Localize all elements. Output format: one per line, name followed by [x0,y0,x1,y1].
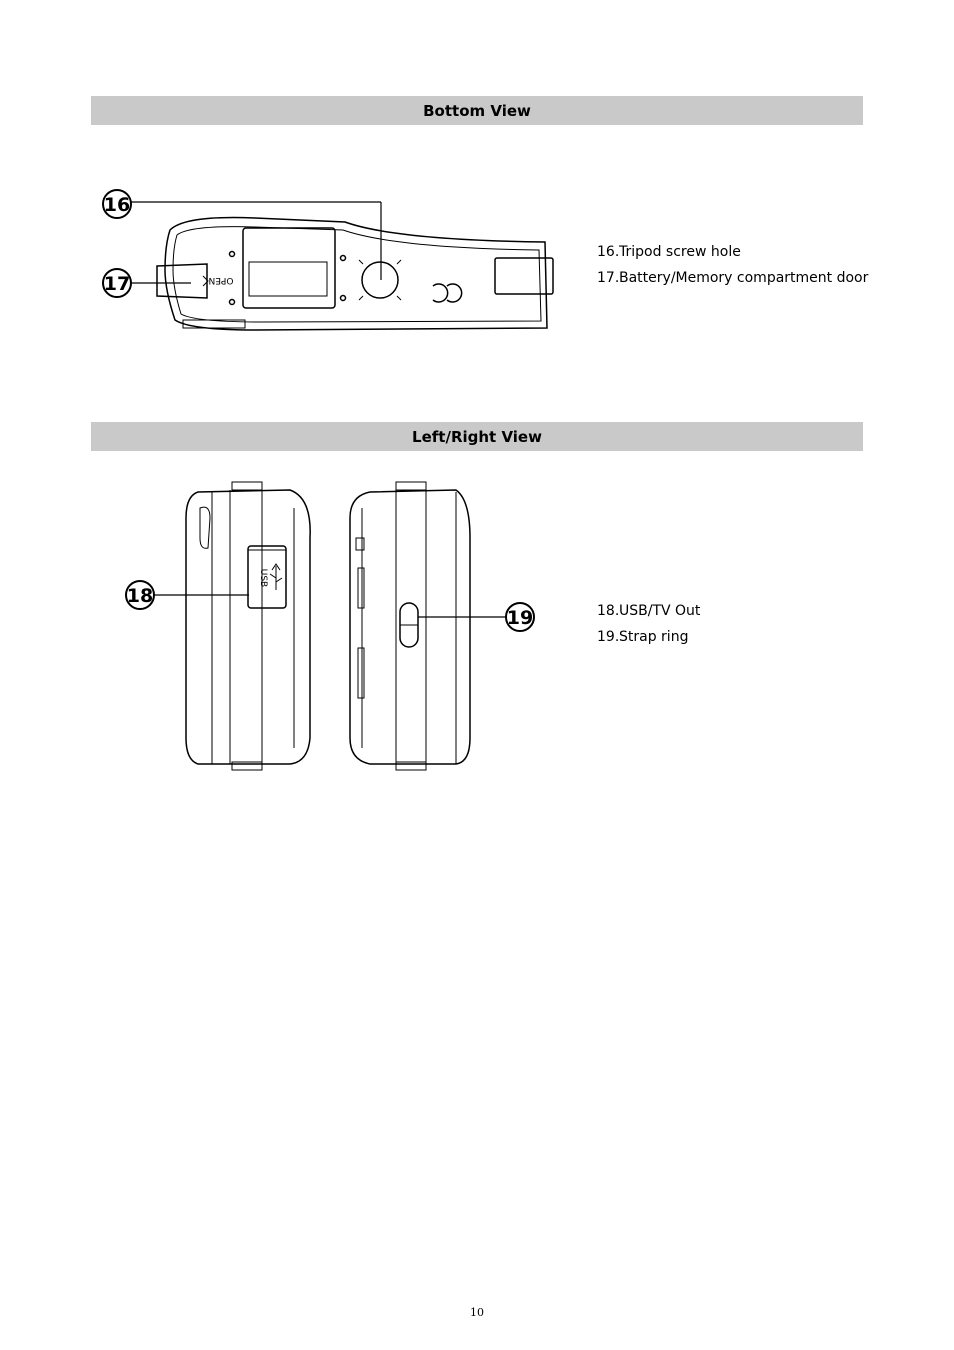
camera-bottom-view-illustration [95,180,565,350]
svg-text:19: 19 [506,607,534,629]
svg-text:18: 18 [126,585,154,607]
legend-item [597,624,700,650]
legend-text: Strap ring [619,629,689,645]
side-view-legend [597,598,700,650]
legend-number: 16. [597,244,620,260]
legend-text: Tripod screw hole [619,244,741,260]
callout-17 [103,269,131,297]
section-title: Left/Right View [412,427,542,446]
legend-number: 17. [597,270,620,286]
camera-side-views-illustration [120,478,550,773]
usb-icon [270,564,282,590]
usb-label: USB [258,568,268,588]
legend-text: USB/TV Out [619,603,701,619]
legend-item [597,598,700,624]
section-header-left-right-view [91,422,863,451]
callout-19 [506,603,534,631]
svg-text:16: 16 [103,194,131,216]
section-header-bottom-view [91,96,863,125]
callout-16 [103,190,131,218]
legend-number: 18. [597,603,620,619]
legend-item [597,239,868,265]
callout-18 [126,581,154,609]
svg-text:17: 17 [103,273,131,295]
legend-number: 19. [597,629,620,645]
legend-item [597,265,868,291]
section-title: Bottom View [423,101,531,120]
open-label: OPEN [208,275,234,285]
page-number: 10 [470,1306,484,1319]
bottom-view-legend [597,239,868,291]
legend-text: Battery/Memory compartment door [619,270,869,286]
